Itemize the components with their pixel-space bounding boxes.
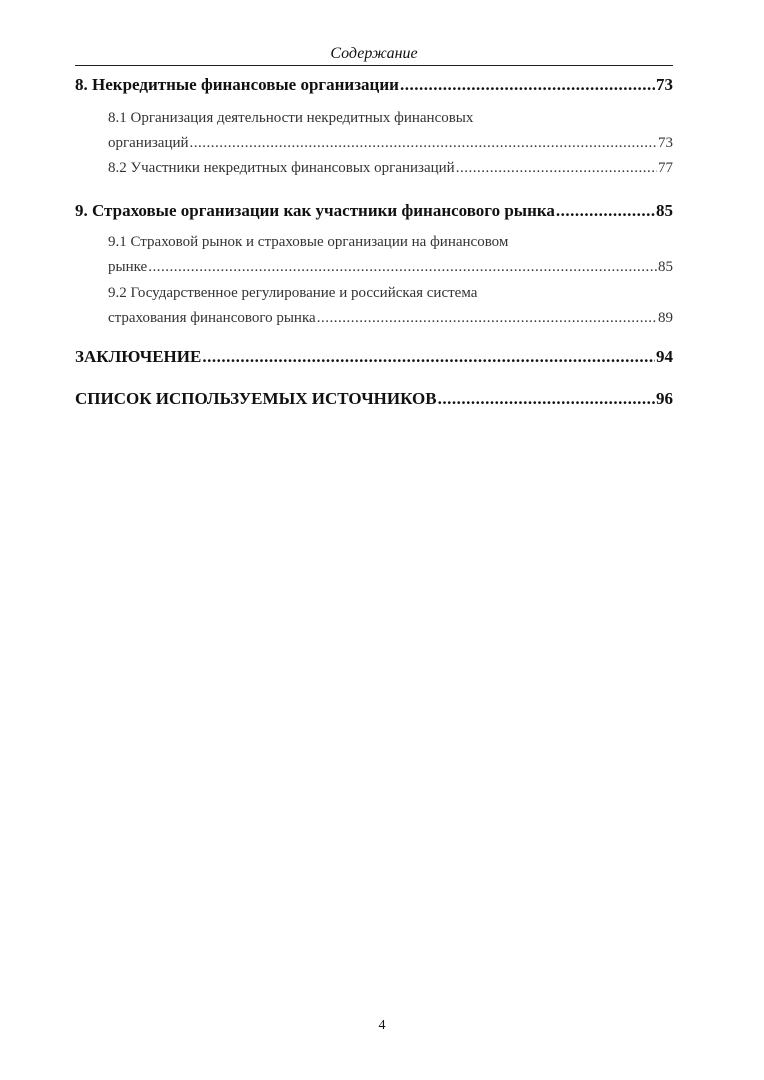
toc-sources[interactable] <box>75 387 673 411</box>
toc-page-number: 77 <box>658 160 673 176</box>
dot-leader <box>438 387 655 411</box>
dot-leader <box>317 306 657 331</box>
toc-entry-title: 9. Страховые организации как участники финансового рынка <box>75 201 555 220</box>
toc-page-number: 94 <box>656 347 673 366</box>
toc-chapter-8[interactable] <box>75 73 673 97</box>
dot-leader <box>456 156 657 181</box>
toc-entry-title: 8.2 Участники некредитных финансовых организаций <box>108 160 455 176</box>
toc-page-number: 85 <box>658 259 673 275</box>
toc-section-8-2[interactable] <box>108 156 673 181</box>
dot-leader <box>190 131 657 156</box>
toc-page-number: 89 <box>658 310 673 326</box>
toc-entry-title-line2: страхования финансового рынка <box>108 310 316 326</box>
toc-entry-title-line2: организаций <box>108 135 189 151</box>
dot-leader <box>148 255 657 280</box>
toc-entry-title-line2: рынке <box>108 259 148 275</box>
header-rule <box>75 65 673 66</box>
toc-chapter-9[interactable] <box>75 199 673 223</box>
toc-page-number: 96 <box>656 389 673 408</box>
dot-leader <box>556 199 655 223</box>
toc-page-number: 73 <box>656 75 673 94</box>
toc-entry-title: СПИСОК ИСПОЛЬЗУЕМЫХ ИСТОЧНИКОВ <box>75 389 437 408</box>
toc-page-number: 73 <box>658 135 673 151</box>
toc-page-number: 85 <box>656 201 673 220</box>
toc-entry-title: 8. Некредитные финансовые организации <box>75 75 399 94</box>
dot-leader <box>202 345 655 369</box>
toc-entry-title-line1: 9.2 Государственное регулирование и российская система <box>108 285 478 301</box>
toc-entry-title-line1: 9.1 Страховой рынок и страховые организации на финансовом <box>108 234 509 250</box>
dot-leader <box>400 73 655 97</box>
toc-section-9-1[interactable] <box>108 230 673 280</box>
toc-section-9-2[interactable] <box>108 281 673 331</box>
toc-entry-title: ЗАКЛЮЧЕНИЕ <box>75 347 202 366</box>
page-number: 4 <box>378 1018 386 1033</box>
toc-entry-title-line1: 8.1 Организация деятельности некредитных финансовых <box>108 110 474 126</box>
toc-conclusion[interactable] <box>75 345 673 369</box>
toc-section-8-1[interactable] <box>108 106 673 156</box>
running-header: Содержание <box>330 45 418 62</box>
